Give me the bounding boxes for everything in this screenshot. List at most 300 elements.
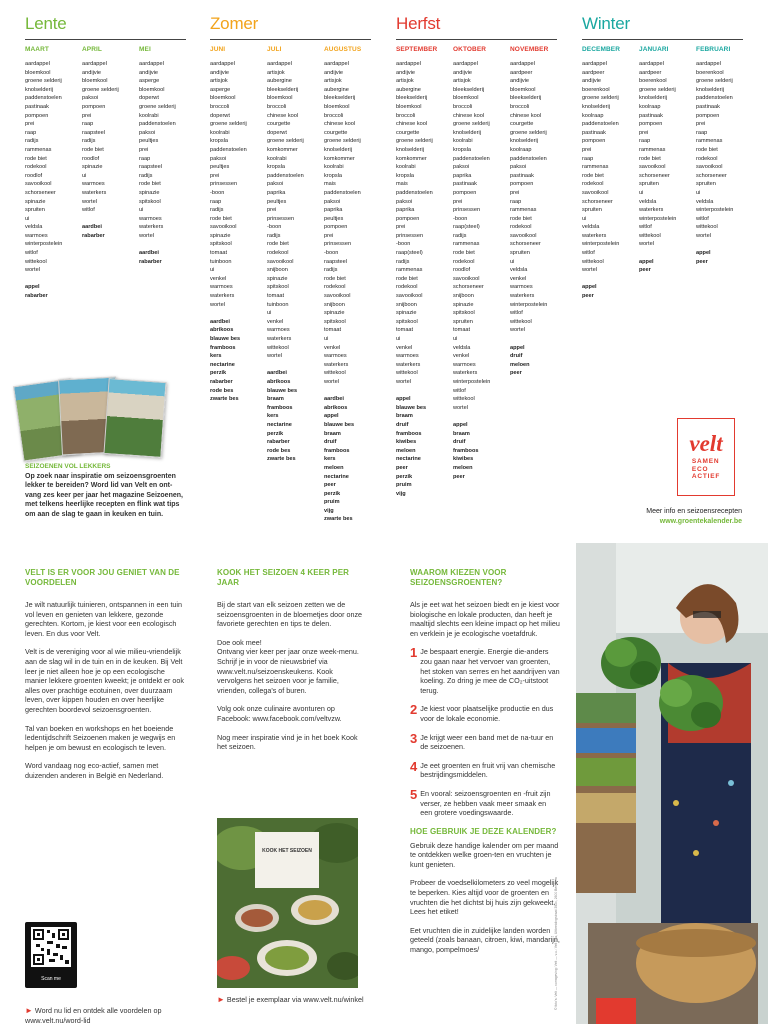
produce-item: paddenstoelen: [139, 121, 176, 128]
produce-item: spitskool: [453, 310, 475, 317]
produce-item: prei: [582, 146, 592, 153]
produce-item: paprika: [396, 207, 415, 214]
produce-item: vijg: [324, 507, 334, 514]
more-info-text: Meer info en seizoensrecepten: [646, 508, 742, 515]
produce-item: wortel: [267, 353, 282, 360]
produce-item: rode biet: [139, 181, 161, 188]
qr-label: Scan me: [41, 976, 61, 982]
magazine-covers: [18, 376, 168, 458]
produce-item: winterpostelein: [582, 241, 620, 248]
produce-item: broccoli: [267, 103, 287, 110]
produce-item: komkommer: [267, 146, 298, 153]
produce-item: winterpostelein: [639, 215, 677, 222]
produce-item: andijvie: [396, 69, 415, 76]
produce-item: pruim: [396, 482, 412, 489]
paragraph: Probeer de voedselkilometers zo veel mogelijk te beperken. Kies altijd voor de groenten en vruchten die het dichtst bij huis zijn gekweekt. Lees het etiket!: [410, 878, 559, 917]
list-gap: [210, 309, 268, 318]
produce-item: wortel: [582, 267, 597, 274]
produce-item: radijs: [25, 138, 39, 145]
reason-text: En vooral: seizoensgroenten en -fruit zijn verser, ze hebben vaak meer smaak en een grotere voedingswaarde.: [420, 788, 551, 818]
produce-item: spruiten: [25, 207, 45, 214]
produce-item: witlof: [696, 215, 709, 222]
produce-item: chinese kool: [453, 112, 485, 119]
produce-item: aubergine: [324, 86, 349, 93]
produce-item: pompoen: [25, 112, 49, 119]
reason-item: [410, 786, 560, 818]
produce-item: rode biet: [639, 155, 661, 162]
produce-item: veldsla: [510, 267, 528, 274]
produce-item: andijvie: [453, 69, 472, 76]
month-heading: NOVEMBER: [510, 46, 549, 53]
produce-item: savooikool: [267, 258, 294, 265]
produce-item: schorseneer: [639, 172, 670, 179]
produce-item: pruim: [324, 499, 340, 506]
produce-item: peer: [453, 473, 465, 480]
month-heading: JANUARI: [639, 46, 669, 53]
produce-item: wortel: [82, 198, 97, 205]
produce-item: raap: [510, 198, 522, 205]
month-column: [139, 46, 197, 266]
produce-item: groene selderij: [25, 78, 62, 85]
produce-item: paksoi: [510, 164, 527, 171]
month-column: [210, 46, 268, 404]
produce-item: witlof: [453, 387, 466, 394]
produce-item: knolselderij: [453, 129, 481, 136]
produce-item: raap: [639, 138, 651, 145]
month-column: [324, 46, 382, 524]
produce-list: [25, 60, 83, 301]
groentekalender-link[interactable]: www.groentekalender.be: [659, 518, 742, 525]
produce-item: perzik: [324, 490, 341, 497]
reason-item: [410, 758, 560, 780]
produce-item: rammenas: [696, 138, 723, 145]
produce-item: wittekool: [267, 344, 289, 351]
produce-item: chinese kool: [267, 112, 299, 119]
list-gap: [582, 275, 640, 284]
produce-item: raap: [139, 155, 151, 162]
produce-item: nectarine: [267, 421, 292, 428]
paragraph: Nog meer inspiratie vind je in het boek Kook het seizoen.: [217, 732, 358, 752]
produce-item: wittekool: [582, 258, 604, 265]
month-heading: DECEMBER: [582, 46, 620, 53]
month-column: [639, 46, 697, 275]
season-zomer: [210, 14, 371, 523]
produce-item: paddenstoelen: [696, 95, 733, 102]
produce-item: veldsla: [582, 224, 600, 231]
play-arrow-icon: ►: [25, 1006, 33, 1015]
produce-item: aardappel: [510, 61, 535, 67]
velt-logo: [677, 418, 735, 496]
produce-item: knolselderij: [324, 146, 352, 153]
produce-item: schorseneer: [510, 241, 541, 248]
reason-number: 5: [410, 786, 418, 802]
produce-item: paddenstoelen: [267, 172, 304, 179]
produce-item: raap: [210, 198, 222, 205]
shop-link[interactable]: Bestel je exemplaar via www.velt.nu/winkel: [226, 995, 364, 1004]
produce-item: winterpostelein: [696, 207, 734, 214]
produce-item: groene selderij: [510, 129, 547, 136]
produce-item: chinese kool: [510, 112, 542, 119]
produce-item: prei: [639, 129, 649, 136]
produce-item: roodlof: [82, 155, 100, 162]
logo-line: SAMEN: [691, 458, 720, 466]
produce-item: rodekool: [696, 155, 718, 162]
produce-item: snijboon: [267, 267, 288, 274]
produce-item: blauwe bes: [396, 404, 427, 411]
produce-item: knolselderij: [582, 103, 610, 110]
produce-item: komkommer: [324, 155, 355, 162]
produce-item: vijg: [396, 490, 406, 497]
join-cta: [25, 1006, 195, 1024]
produce-item: appel: [324, 413, 339, 420]
produce-item: warmoes: [82, 181, 105, 188]
month-heading: SEPTEMBER: [396, 46, 438, 53]
produce-item: radijs: [324, 267, 338, 274]
produce-item: meloen: [510, 361, 530, 368]
produce-item: andijvie: [82, 69, 101, 76]
produce-item: radijs: [453, 232, 467, 239]
produce-item: aardappel: [324, 61, 349, 67]
produce-item: aardbei: [210, 318, 230, 325]
produce-item: venkel: [453, 353, 470, 360]
paragraph: Eet vruchten die in zuidelijke landen worden geteeld (zoals banaan, citroen, kiwi, mandarijn, mango, pompelmoes/: [410, 925, 560, 955]
produce-item: prinsessen: [324, 241, 352, 248]
produce-item: nectarine: [396, 456, 421, 463]
produce-item: asperge: [210, 86, 231, 93]
produce-item: warmoes: [324, 353, 347, 360]
promo-heading: SEIZOENEN VOL LEKKERS: [25, 463, 111, 470]
produce-item: druif: [396, 421, 409, 428]
produce-item: doperwt: [139, 95, 159, 102]
produce-item: spitskool: [396, 318, 418, 325]
produce-item: paddenstoelen: [324, 189, 361, 196]
produce-item: aubergine: [396, 86, 421, 93]
month-heading: MEI: [139, 46, 151, 53]
seizoenen-promo: [25, 463, 185, 519]
produce-item: kropsla: [453, 146, 472, 153]
produce-item: aardappel: [582, 61, 607, 67]
produce-item: groene selderij: [396, 138, 433, 145]
produce-item: paddenstoelen: [25, 95, 62, 102]
logo-line: ACTIEF: [691, 473, 721, 481]
produce-item: andijvie: [510, 78, 529, 85]
produce-item: rabarber: [139, 258, 162, 265]
month-column: [453, 46, 511, 481]
produce-item: kers: [267, 413, 279, 420]
produce-item: kers: [210, 353, 222, 360]
produce-item: wittekool: [324, 370, 346, 377]
produce-item: zwarte bes: [267, 456, 296, 463]
produce-list: [324, 60, 382, 524]
produce-list: [453, 60, 511, 481]
produce-item: perzik: [396, 473, 413, 480]
produce-item: schorseneer: [453, 284, 484, 291]
produce-item: raap: [25, 129, 37, 136]
produce-item: rodekool: [25, 164, 47, 171]
produce-item: rabarber: [82, 232, 105, 239]
produce-item: zwarte bes: [324, 516, 353, 523]
produce-item: appel: [396, 396, 411, 403]
produce-item: pompoen: [453, 189, 477, 196]
produce-item: aardappel: [639, 61, 664, 67]
produce-item: savooikool: [25, 181, 52, 188]
produce-item: spruiten: [510, 250, 530, 257]
produce-item: raap(steel): [453, 224, 480, 231]
produce-item: nectarine: [324, 473, 349, 480]
woman-with-kale-photo: [576, 543, 768, 1024]
produce-item: doperwt: [267, 129, 287, 136]
produce-item: broccoli: [453, 103, 473, 110]
produce-item: warmoes: [453, 361, 476, 368]
produce-item: zwarte bes: [210, 396, 239, 403]
join-link[interactable]: Word nu lid en ontdek alle voordelen op www.velt.nu/word-lid: [25, 1006, 162, 1024]
produce-item: witlof: [82, 207, 95, 214]
produce-item: veldsla: [25, 224, 43, 231]
season-title: Zomer: [210, 14, 371, 40]
paragraph: [217, 638, 367, 696]
produce-item: paprika: [267, 189, 286, 196]
produce-item: groene selderij: [139, 103, 176, 110]
produce-item: pompoen: [510, 181, 534, 188]
produce-item: radijs: [82, 138, 96, 145]
produce-item: pompoen: [324, 224, 348, 231]
produce-item: andijvie: [139, 69, 158, 76]
produce-item: bloemkool: [324, 103, 350, 110]
produce-item: pompoen: [582, 138, 606, 145]
reason-item: [410, 647, 560, 695]
produce-list: [267, 60, 325, 464]
paragraph-lead: Doe ook mee!: [217, 637, 262, 647]
produce-item: tomaat: [267, 293, 285, 300]
produce-item: broccoli: [210, 103, 230, 110]
month-columns: [396, 40, 557, 497]
produce-item: prinsessen: [396, 232, 424, 239]
logo-line: ECO: [691, 465, 709, 473]
produce-item: groene selderij: [267, 138, 304, 145]
produce-item: knolselderij: [696, 86, 724, 93]
logo-wordmark: velt: [689, 431, 723, 457]
produce-item: waterkers: [582, 232, 607, 239]
produce-item: waterkers: [396, 361, 421, 368]
produce-item: ui: [396, 336, 401, 342]
list-gap: [139, 240, 197, 249]
produce-item: groene selderij: [582, 95, 619, 102]
produce-item: rodekool: [582, 181, 604, 188]
month-column: [696, 46, 754, 266]
produce-item: tomaat: [396, 327, 414, 334]
produce-item: aardappel: [210, 61, 235, 67]
produce-item: prei: [25, 121, 35, 128]
produce-item: peultjes: [324, 215, 344, 222]
produce-item: waterkers: [82, 189, 107, 196]
produce-item: spinazie: [139, 189, 160, 196]
produce-item: pastinaak: [639, 112, 663, 119]
produce-list: [82, 60, 140, 240]
produce-item: waterkers: [139, 224, 164, 231]
produce-item: warmoes: [210, 284, 233, 291]
produce-item: prei: [210, 172, 220, 179]
produce-item: warmoes: [139, 215, 162, 222]
produce-item: rabarber: [210, 378, 233, 385]
produce-item: koolrabi: [324, 164, 344, 171]
produce-item: -boon: [210, 189, 225, 196]
produce-list: [139, 60, 197, 266]
produce-item: raap: [82, 121, 94, 128]
produce-item: aardbei: [324, 396, 344, 403]
produce-item: snijboon: [453, 293, 474, 300]
season-title: Lente: [25, 14, 186, 40]
list-gap: [510, 335, 568, 344]
produce-item: knolselderij: [510, 138, 538, 145]
list-gap: [396, 387, 454, 396]
produce-item: raap(steel): [396, 250, 423, 257]
produce-item: waterkers: [453, 370, 478, 377]
produce-item: pompoen: [82, 103, 106, 110]
produce-item: wortel: [696, 232, 711, 239]
produce-item: savooikool: [510, 232, 537, 239]
month-heading: APRIL: [82, 46, 102, 53]
produce-item: wittekool: [396, 370, 418, 377]
produce-item: koolrabi: [396, 164, 416, 171]
produce-item: paksoi: [396, 198, 413, 205]
produce-list: [396, 60, 454, 498]
produce-item: ui: [210, 267, 215, 274]
produce-item: prei: [396, 224, 406, 231]
month-heading: MAART: [25, 46, 49, 53]
paragraph: Als je eet wat het seizoen biedt en je kiest voor biologische en lokale producten, dan heeft je maaltijd slechts een kleine impact op het milieu en verklein je je ecologische voetafdruk.: [410, 600, 560, 638]
column-heading: WAAROM KIEZEN VOOR SEIZOENSGROENTEN?: [410, 568, 507, 587]
produce-item: witlof: [510, 310, 523, 317]
produce-item: kers: [324, 456, 336, 463]
produce-item: venkel: [210, 275, 227, 282]
paragraph: Gebruik deze handige kalender om per maand te ontdekken welke groen-ten en vruchten je kunt genieten.: [410, 840, 559, 869]
produce-item: abrikoos: [267, 378, 291, 385]
produce-item: wortel: [139, 232, 154, 239]
produce-item: prinsessen: [453, 207, 481, 214]
produce-item: doperwt: [210, 112, 230, 119]
produce-item: appel: [582, 284, 597, 291]
produce-item: groene selderij: [324, 138, 361, 145]
produce-item: ui: [453, 336, 458, 342]
produce-list: [696, 60, 754, 266]
magazine-cover: [103, 378, 166, 458]
season-herfst: [396, 14, 557, 497]
produce-item: spinazie: [324, 310, 345, 317]
produce-item: veldsla: [696, 198, 714, 205]
produce-item: rode biet: [396, 275, 418, 282]
reason-number: 3: [410, 730, 418, 746]
produce-item: groene selderij: [82, 86, 119, 93]
paragraph: Word vandaag nog eco-actief, samen met duizenden anderen in België en Nederland.: [25, 761, 164, 780]
produce-item: pompoen: [696, 112, 720, 119]
produce-item: bloemkool: [210, 95, 236, 102]
produce-item: aardappel: [696, 61, 721, 67]
produce-item: prei: [453, 198, 463, 205]
produce-item: savooikool: [210, 224, 237, 231]
produce-item: pastinaak: [453, 181, 477, 188]
produce-item: druif: [324, 439, 337, 446]
produce-item: witlof: [582, 250, 595, 257]
produce-item: appel: [25, 284, 40, 291]
produce-item: waterkers: [267, 336, 292, 342]
print-credit: [552, 600, 562, 1010]
produce-item: aardappel: [82, 61, 107, 67]
produce-item: rode biet: [696, 146, 718, 153]
produce-item: savooikool: [582, 189, 609, 196]
produce-item: radijs: [396, 258, 410, 265]
produce-item: bloemkool: [82, 78, 108, 85]
produce-item: spruiten: [639, 181, 659, 188]
qr-code[interactable]: [25, 922, 77, 988]
list-gap: [639, 249, 697, 258]
qr-code-graphic: [31, 927, 71, 967]
produce-item: -boon: [267, 224, 282, 231]
produce-item: spitskool: [267, 284, 289, 291]
produce-item: blauwe bes: [210, 336, 241, 342]
order-cta: [217, 995, 367, 1005]
season-title: Winter: [582, 14, 743, 40]
produce-item: artisjok: [453, 78, 471, 85]
produce-item: bloemkool: [139, 86, 165, 93]
reason-item: [410, 730, 560, 752]
produce-list: [639, 60, 697, 275]
produce-item: chinese kool: [324, 121, 356, 128]
produce-item: raap: [582, 155, 594, 162]
produce-item: spruiten: [696, 181, 716, 188]
produce-item: paksoi: [139, 129, 156, 136]
promo-text: Op zoek naar inspiratie om seizoensgroenten lekker te bereiden? Word lid van Velt en ont-vang zes keer per jaar het magazine Seizoenen, met telkens heerlijke recepten en flink wat tips om aan de slag te gaan in keuken en tuin.: [25, 473, 183, 518]
produce-item: appel: [696, 250, 711, 257]
produce-item: rabarber: [25, 293, 48, 300]
produce-item: koolrabi: [267, 155, 287, 162]
produce-item: paksoi: [324, 198, 341, 205]
produce-item: wortel: [396, 378, 411, 385]
produce-item: ui: [324, 336, 329, 342]
month-heading: FEBRUARI: [696, 46, 731, 53]
produce-item: groene selderij: [696, 78, 733, 85]
produce-item: artisjok: [210, 78, 228, 85]
produce-item: wittekool: [453, 396, 475, 403]
produce-item: tomaat: [324, 327, 342, 334]
produce-item: appel: [510, 344, 525, 351]
produce-item: tomaat: [453, 327, 471, 334]
produce-item: rabarber: [267, 439, 290, 446]
produce-item: komkommer: [396, 155, 427, 162]
paragraph: Volg ook onze culinaire avonturen op Facebook: www.facebook.com/veltvzw.: [217, 704, 342, 723]
produce-item: spinazie: [267, 275, 288, 282]
produce-item: paddenstoelen: [210, 146, 247, 153]
produce-item: wortel: [210, 301, 225, 308]
paragraph: Je wilt natuurlijk tuinieren, ontspannen in een tuin vol leven en genieten van lekkere, gezonde gerechten. Kortom, je kiest voor een ecologisch leven. En dus voor Velt.: [25, 600, 183, 638]
produce-item: framboos: [396, 430, 422, 437]
produce-item: braam: [396, 413, 413, 420]
produce-item: prei: [324, 232, 334, 239]
produce-item: rode biet: [453, 250, 475, 257]
produce-item: prei: [267, 207, 277, 214]
produce-item: koolraap: [510, 146, 532, 153]
logo-tagline: [692, 458, 720, 481]
produce-item: aardpeer: [582, 69, 605, 76]
produce-item: rammenas: [582, 164, 609, 171]
produce-item: perzik: [267, 430, 284, 437]
produce-item: druif: [510, 353, 523, 360]
list-gap: [82, 215, 140, 224]
produce-item: savooikool: [696, 164, 723, 171]
produce-item: bloemkool: [453, 95, 479, 102]
produce-item: aardappel: [139, 61, 164, 67]
produce-item: knolselderij: [25, 86, 53, 93]
produce-item: warmoes: [267, 327, 290, 334]
